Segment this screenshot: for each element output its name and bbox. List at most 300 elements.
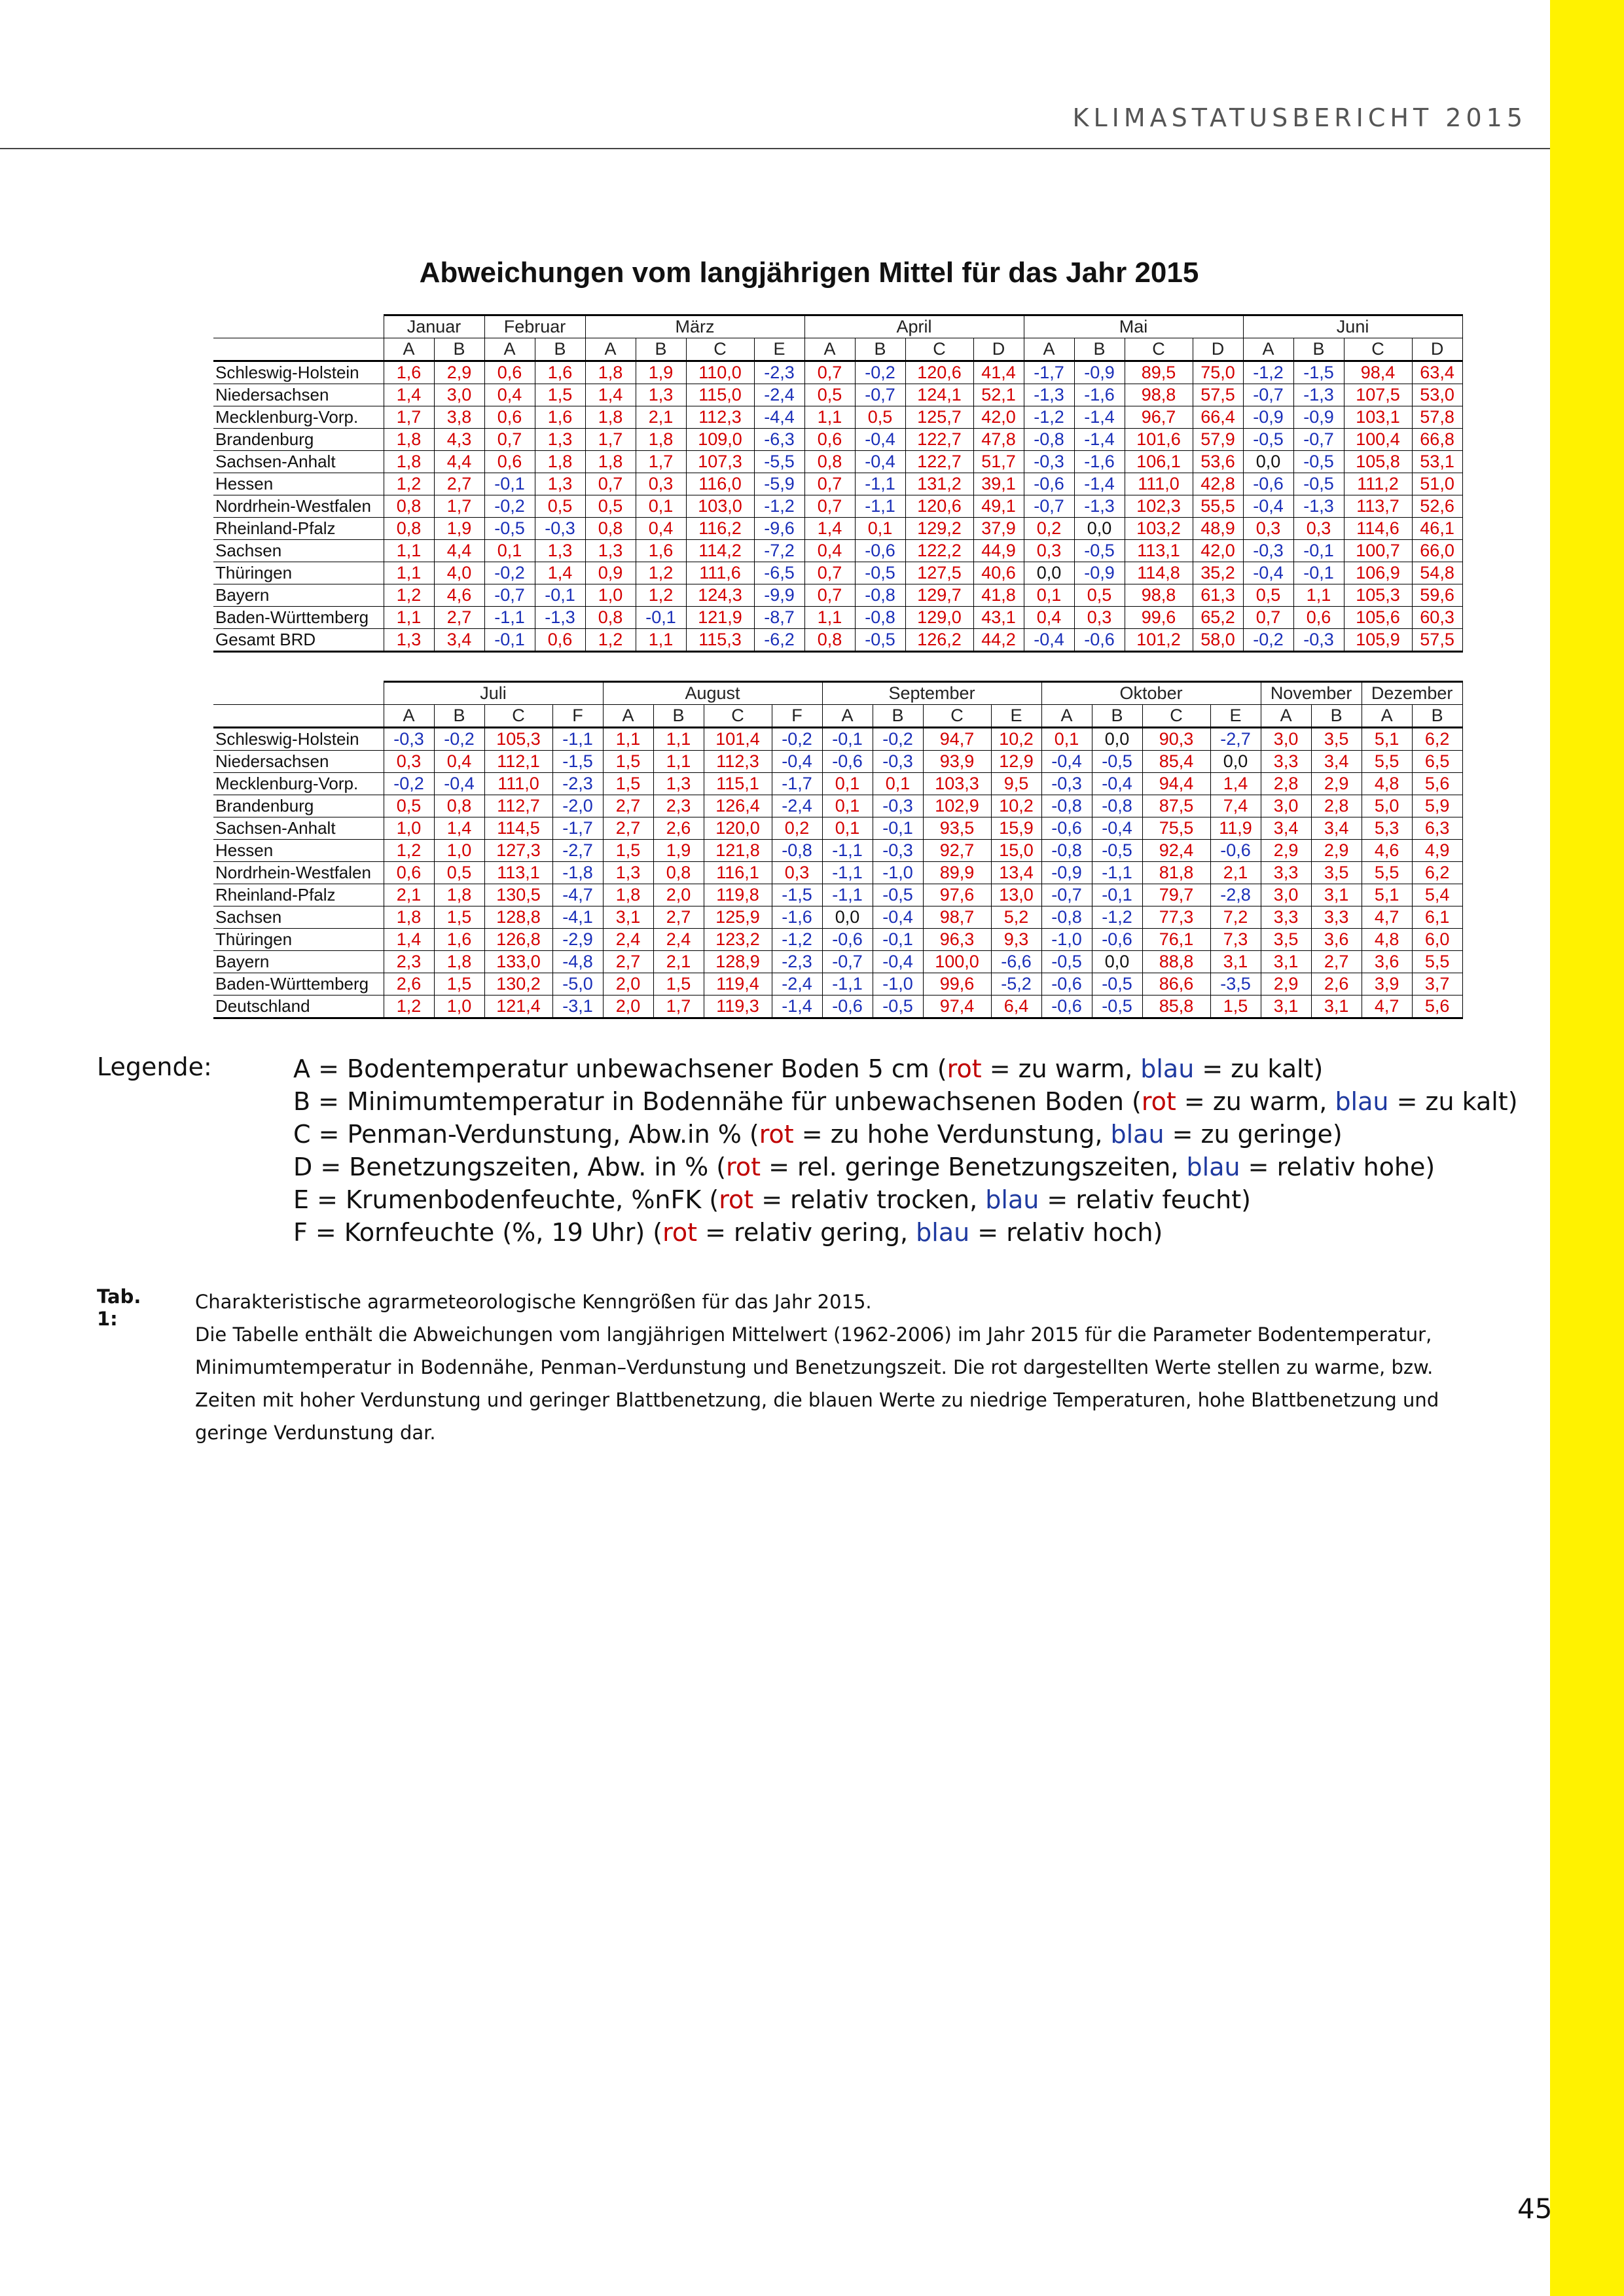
value-cell: 66,8: [1412, 429, 1462, 451]
table-row: [213, 884, 1462, 906]
value-cell: 89,9: [923, 862, 991, 884]
value-cell: 1,6: [636, 540, 686, 562]
value-cell: -0,9: [1243, 406, 1293, 429]
value-cell: 128,8: [484, 906, 552, 929]
legend-line: [293, 1151, 1602, 1183]
table-row: [213, 751, 1462, 773]
region-name: Niedersachsen: [213, 384, 384, 406]
value-cell: 0,7: [484, 429, 535, 451]
value-cell: -1,2: [1024, 406, 1074, 429]
value-cell: 101,6: [1125, 429, 1193, 451]
value-cell: -1,7: [772, 773, 822, 795]
table-row: [213, 840, 1462, 862]
value-cell: -0,5: [873, 884, 923, 906]
value-cell: 5,4: [1412, 884, 1462, 906]
table-row: [213, 951, 1462, 973]
value-cell: 2,4: [603, 929, 653, 951]
value-cell: -2,4: [754, 384, 804, 406]
value-cell: 0,5: [1074, 584, 1125, 607]
value-cell: 5,0: [1362, 795, 1412, 817]
value-cell: 112,3: [686, 406, 754, 429]
value-cell: 4,6: [434, 584, 484, 607]
value-cell: 0,4: [636, 518, 686, 540]
table-jan-jun: [213, 314, 1463, 653]
value-cell: 126,2: [905, 629, 973, 652]
table-row: [213, 429, 1462, 451]
value-cell: 98,8: [1125, 584, 1193, 607]
value-cell: 3,1: [603, 906, 653, 929]
value-cell: 1,8: [585, 451, 636, 473]
value-cell: 79,7: [1142, 884, 1210, 906]
value-cell: -9,9: [754, 584, 804, 607]
column-header: E: [1210, 705, 1261, 728]
value-cell: 9,5: [991, 773, 1041, 795]
value-cell: -0,7: [855, 384, 905, 406]
legend-text: F = Kornfeuchte (%, 19 Uhr) (: [293, 1218, 663, 1247]
value-cell: 1,8: [585, 406, 636, 429]
value-cell: 0,3: [1243, 518, 1293, 540]
blank-cell: [213, 338, 384, 361]
value-cell: -0,3: [535, 518, 585, 540]
caption-line: Zeiten mit hoher Verdunstung und geringer Blattbenetzung, die blauen Werte zu niedrige Temperaturen, hohe Blattbenetzung und: [195, 1389, 1439, 1411]
value-cell: 1,1: [384, 607, 434, 629]
value-cell: -0,2: [873, 728, 923, 751]
value-cell: 1,4: [535, 562, 585, 584]
value-cell: -0,5: [1293, 451, 1344, 473]
value-cell: -0,4: [1041, 751, 1092, 773]
value-cell: -2,4: [772, 795, 822, 817]
value-cell: -0,4: [855, 451, 905, 473]
value-cell: 1,4: [1210, 773, 1261, 795]
value-cell: 4,4: [434, 540, 484, 562]
value-cell: 1,8: [535, 451, 585, 473]
column-header: F: [552, 705, 603, 728]
legend-line: [293, 1052, 1602, 1085]
value-cell: -2,4: [772, 973, 822, 996]
value-cell: 10,2: [991, 795, 1041, 817]
legend-blue-word: blau: [1335, 1087, 1389, 1116]
value-cell: 1,7: [384, 406, 434, 429]
value-cell: -0,1: [873, 817, 923, 840]
value-cell: 0,4: [434, 751, 484, 773]
value-cell: -0,7: [822, 951, 873, 973]
table-row: [213, 406, 1462, 429]
table-row: [213, 584, 1462, 607]
value-cell: -0,4: [873, 906, 923, 929]
value-cell: -1,3: [1293, 495, 1344, 518]
value-cell: 51,7: [973, 451, 1024, 473]
value-cell: -1,0: [873, 973, 923, 996]
value-cell: 110,0: [686, 361, 754, 384]
legend-text: = rel. geringe Benetzungszeiten,: [761, 1153, 1187, 1181]
value-cell: -0,5: [855, 629, 905, 652]
value-cell: -1,8: [552, 862, 603, 884]
value-cell: 1,0: [384, 817, 434, 840]
value-cell: -8,7: [754, 607, 804, 629]
value-cell: -5,2: [991, 973, 1041, 996]
value-cell: -4,1: [552, 906, 603, 929]
value-cell: 103,1: [1344, 406, 1412, 429]
value-cell: 0,0: [1092, 951, 1142, 973]
column-header: A: [1024, 338, 1074, 361]
value-cell: 98,8: [1125, 384, 1193, 406]
value-cell: 0,2: [1024, 518, 1074, 540]
value-cell: 1,3: [585, 540, 636, 562]
value-cell: 124,3: [686, 584, 754, 607]
value-cell: 1,5: [1210, 996, 1261, 1018]
value-cell: 48,9: [1193, 518, 1243, 540]
value-cell: 3,4: [1311, 751, 1362, 773]
value-cell: 1,4: [384, 384, 434, 406]
value-cell: 1,2: [384, 996, 434, 1018]
value-cell: 105,6: [1344, 607, 1412, 629]
value-cell: 75,0: [1193, 361, 1243, 384]
region-name: Nordrhein-Westfalen: [213, 862, 384, 884]
value-cell: 107,5: [1344, 384, 1412, 406]
value-cell: -0,7: [1293, 429, 1344, 451]
value-cell: 133,0: [484, 951, 552, 973]
value-cell: -0,8: [772, 840, 822, 862]
value-cell: 119,3: [704, 996, 772, 1018]
value-cell: 0,8: [384, 495, 434, 518]
value-cell: -6,6: [991, 951, 1041, 973]
value-cell: 0,7: [804, 473, 855, 495]
column-header-row: [213, 338, 1462, 361]
value-cell: 115,1: [704, 773, 772, 795]
value-cell: 0,5: [804, 384, 855, 406]
caption-line: Charakteristische agrarmeteorologische Kenngrößen für das Jahr 2015.: [195, 1291, 872, 1313]
value-cell: 0,8: [804, 451, 855, 473]
region-name: Niedersachsen: [213, 751, 384, 773]
value-cell: -0,8: [1041, 795, 1092, 817]
value-cell: 3,6: [1362, 951, 1412, 973]
value-cell: -0,5: [1092, 840, 1142, 862]
value-cell: -0,7: [1243, 384, 1293, 406]
value-cell: -0,3: [384, 728, 434, 751]
value-cell: 0,6: [484, 451, 535, 473]
month-header: April: [804, 315, 1024, 338]
value-cell: 121,8: [704, 840, 772, 862]
value-cell: -1,4: [1074, 406, 1125, 429]
value-cell: 85,4: [1142, 751, 1210, 773]
value-cell: 1,1: [384, 562, 434, 584]
value-cell: 0,1: [855, 518, 905, 540]
value-cell: -0,9: [1041, 862, 1092, 884]
value-cell: -0,6: [1210, 840, 1261, 862]
value-cell: 2,9: [1311, 840, 1362, 862]
table-row: [213, 728, 1462, 751]
value-cell: -1,1: [1092, 862, 1142, 884]
table-row: [213, 518, 1462, 540]
region-name: Baden-Württemberg: [213, 973, 384, 996]
value-cell: 0,1: [636, 495, 686, 518]
value-cell: 1,6: [434, 929, 484, 951]
value-cell: 2,6: [1311, 973, 1362, 996]
value-cell: 2,0: [603, 973, 653, 996]
table-row: [213, 361, 1462, 384]
value-cell: 113,7: [1344, 495, 1412, 518]
value-cell: 0,7: [804, 495, 855, 518]
value-cell: -0,1: [1293, 540, 1344, 562]
legend-text: = relativ hohe): [1240, 1153, 1435, 1181]
value-cell: 3,5: [1261, 929, 1311, 951]
value-cell: 2,0: [603, 996, 653, 1018]
legend-red-word: rot: [1141, 1087, 1176, 1116]
value-cell: 85,8: [1142, 996, 1210, 1018]
page-header-title: KLIMASTATUSBERICHT 2015: [1072, 103, 1527, 132]
value-cell: -9,6: [754, 518, 804, 540]
value-cell: 131,2: [905, 473, 973, 495]
value-cell: 1,9: [434, 518, 484, 540]
legend-text: = relativ hoch): [969, 1218, 1163, 1247]
value-cell: 96,7: [1125, 406, 1193, 429]
legend-text: = zu kalt): [1388, 1087, 1518, 1116]
value-cell: -1,3: [1074, 495, 1125, 518]
value-cell: -1,1: [822, 862, 873, 884]
month-header: August: [603, 682, 822, 705]
value-cell: 37,9: [973, 518, 1024, 540]
value-cell: 129,7: [905, 584, 973, 607]
value-cell: 109,0: [686, 429, 754, 451]
value-cell: 103,2: [1125, 518, 1193, 540]
value-cell: 47,8: [973, 429, 1024, 451]
table-row: [213, 562, 1462, 584]
value-cell: 2,1: [653, 951, 704, 973]
value-cell: 3,3: [1311, 906, 1362, 929]
value-cell: 3,3: [1261, 906, 1311, 929]
region-name: Mecklenburg-Vorp.: [213, 773, 384, 795]
value-cell: 7,4: [1210, 795, 1261, 817]
value-cell: 1,6: [535, 406, 585, 429]
value-cell: 0,8: [384, 518, 434, 540]
value-cell: 99,6: [923, 973, 991, 996]
value-cell: 127,5: [905, 562, 973, 584]
value-cell: 53,0: [1412, 384, 1462, 406]
table-row: [213, 795, 1462, 817]
value-cell: 42,0: [1193, 540, 1243, 562]
value-cell: -0,2: [772, 728, 822, 751]
value-cell: -0,4: [855, 429, 905, 451]
value-cell: 3,3: [1261, 862, 1311, 884]
month-header: Mai: [1024, 315, 1243, 338]
value-cell: 0,3: [1074, 607, 1125, 629]
value-cell: 92,7: [923, 840, 991, 862]
value-cell: -1,1: [822, 973, 873, 996]
value-cell: -1,1: [552, 728, 603, 751]
value-cell: 130,5: [484, 884, 552, 906]
value-cell: 0,5: [434, 862, 484, 884]
value-cell: 0,9: [585, 562, 636, 584]
value-cell: 1,4: [434, 817, 484, 840]
value-cell: -1,6: [772, 906, 822, 929]
value-cell: 0,6: [1293, 607, 1344, 629]
table-row: [213, 973, 1462, 996]
value-cell: 1,1: [653, 728, 704, 751]
value-cell: -0,3: [1293, 629, 1344, 652]
column-header: A: [603, 705, 653, 728]
value-cell: -2,8: [1210, 884, 1261, 906]
value-cell: 101,2: [1125, 629, 1193, 652]
value-cell: -5,5: [754, 451, 804, 473]
value-cell: 1,4: [585, 384, 636, 406]
value-cell: 57,5: [1412, 629, 1462, 652]
legend-text: = zu warm,: [981, 1054, 1141, 1083]
value-cell: 1,4: [384, 929, 434, 951]
value-cell: 1,1: [804, 406, 855, 429]
table-title: Abweichungen vom langjährigen Mittel für das Jahr 2015: [419, 257, 1199, 289]
value-cell: -0,4: [1243, 495, 1293, 518]
value-cell: 1,1: [804, 607, 855, 629]
value-cell: -0,3: [1041, 773, 1092, 795]
column-header: C: [704, 705, 772, 728]
value-cell: 0,4: [804, 540, 855, 562]
value-cell: 116,1: [704, 862, 772, 884]
column-header: E: [754, 338, 804, 361]
value-cell: 120,6: [905, 495, 973, 518]
region-name: Mecklenburg-Vorp.: [213, 406, 384, 429]
value-cell: 122,7: [905, 429, 973, 451]
column-header: B: [1092, 705, 1142, 728]
value-cell: -0,4: [1092, 773, 1142, 795]
value-cell: -1,5: [552, 751, 603, 773]
value-cell: 6,5: [1412, 751, 1462, 773]
value-cell: 4,8: [1362, 773, 1412, 795]
value-cell: 2,6: [384, 973, 434, 996]
region-name: Gesamt BRD: [213, 629, 384, 652]
value-cell: 0,1: [822, 817, 873, 840]
value-cell: 1,5: [434, 906, 484, 929]
value-cell: 12,9: [991, 751, 1041, 773]
value-cell: 4,4: [434, 451, 484, 473]
value-cell: 5,5: [1362, 751, 1412, 773]
region-name: Brandenburg: [213, 429, 384, 451]
value-cell: 0,4: [1024, 607, 1074, 629]
value-cell: -1,4: [1074, 473, 1125, 495]
column-header: B: [535, 338, 585, 361]
value-cell: -2,9: [552, 929, 603, 951]
value-cell: 2,7: [603, 951, 653, 973]
month-header-row: [213, 315, 1462, 338]
value-cell: 1,3: [636, 384, 686, 406]
value-cell: 101,4: [704, 728, 772, 751]
value-cell: 7,3: [1210, 929, 1261, 951]
value-cell: 4,0: [434, 562, 484, 584]
value-cell: 2,7: [434, 607, 484, 629]
table-row: [213, 451, 1462, 473]
month-header: Februar: [484, 315, 585, 338]
value-cell: 1,2: [384, 473, 434, 495]
value-cell: -2,3: [772, 951, 822, 973]
value-cell: 103,3: [923, 773, 991, 795]
value-cell: 0,3: [636, 473, 686, 495]
value-cell: 0,8: [653, 862, 704, 884]
value-cell: 53,1: [1412, 451, 1462, 473]
legend-text: E = Krumenbodenfeuchte, %nFK (: [293, 1185, 719, 1214]
value-cell: -0,6: [855, 540, 905, 562]
value-cell: 1,2: [636, 562, 686, 584]
value-cell: 5,5: [1412, 951, 1462, 973]
value-cell: -0,2: [1243, 629, 1293, 652]
value-cell: 4,6: [1362, 840, 1412, 862]
value-cell: 3,9: [1362, 973, 1412, 996]
value-cell: 0,5: [585, 495, 636, 518]
value-cell: 1,0: [434, 996, 484, 1018]
value-cell: 81,8: [1142, 862, 1210, 884]
table-row: [213, 929, 1462, 951]
value-cell: 3,4: [1311, 817, 1362, 840]
column-header: B: [434, 705, 484, 728]
value-cell: 9,3: [991, 929, 1041, 951]
value-cell: 121,4: [484, 996, 552, 1018]
value-cell: -0,8: [855, 607, 905, 629]
value-cell: 0,3: [772, 862, 822, 884]
value-cell: 1,8: [384, 906, 434, 929]
value-cell: 1,3: [653, 773, 704, 795]
value-cell: 0,8: [585, 607, 636, 629]
region-name: Deutschland: [213, 996, 384, 1018]
column-header: A: [1041, 705, 1092, 728]
value-cell: 0,7: [1243, 607, 1293, 629]
value-cell: 0,6: [804, 429, 855, 451]
value-cell: 3,0: [1261, 795, 1311, 817]
column-header: C: [484, 705, 552, 728]
value-cell: 39,1: [973, 473, 1024, 495]
value-cell: 5,3: [1362, 817, 1412, 840]
value-cell: -1,3: [1293, 384, 1344, 406]
value-cell: -0,1: [484, 629, 535, 652]
value-cell: 2,8: [1261, 773, 1311, 795]
table-row: [213, 473, 1462, 495]
value-cell: 0,5: [535, 495, 585, 518]
value-cell: 0,6: [484, 406, 535, 429]
value-cell: -1,1: [855, 473, 905, 495]
value-cell: 2,3: [384, 951, 434, 973]
column-header: A: [1243, 338, 1293, 361]
column-header: F: [772, 705, 822, 728]
value-cell: 4,8: [1362, 929, 1412, 951]
region-name: Sachsen-Anhalt: [213, 817, 384, 840]
column-header: A: [804, 338, 855, 361]
value-cell: 0,0: [1092, 728, 1142, 751]
value-cell: 3,4: [1261, 817, 1311, 840]
value-cell: 3,1: [1311, 884, 1362, 906]
value-cell: -0,8: [1041, 906, 1092, 929]
value-cell: 2,7: [434, 473, 484, 495]
column-header: B: [1074, 338, 1125, 361]
value-cell: 1,2: [384, 840, 434, 862]
value-cell: 0,1: [873, 773, 923, 795]
value-cell: 92,4: [1142, 840, 1210, 862]
value-cell: 0,2: [772, 817, 822, 840]
blank-cell: [213, 705, 384, 728]
value-cell: 61,3: [1193, 584, 1243, 607]
column-header: D: [1193, 338, 1243, 361]
value-cell: 3,7: [1412, 973, 1462, 996]
value-cell: 116,2: [686, 518, 754, 540]
value-cell: 2,7: [603, 817, 653, 840]
month-header: März: [585, 315, 804, 338]
value-cell: 102,3: [1125, 495, 1193, 518]
value-cell: -2,3: [552, 773, 603, 795]
value-cell: 128,9: [704, 951, 772, 973]
value-cell: 125,9: [704, 906, 772, 929]
value-cell: 3,0: [1261, 884, 1311, 906]
value-cell: -6,5: [754, 562, 804, 584]
value-cell: 114,6: [1344, 518, 1412, 540]
value-cell: 4,7: [1362, 996, 1412, 1018]
value-cell: 125,7: [905, 406, 973, 429]
value-cell: 54,8: [1412, 562, 1462, 584]
